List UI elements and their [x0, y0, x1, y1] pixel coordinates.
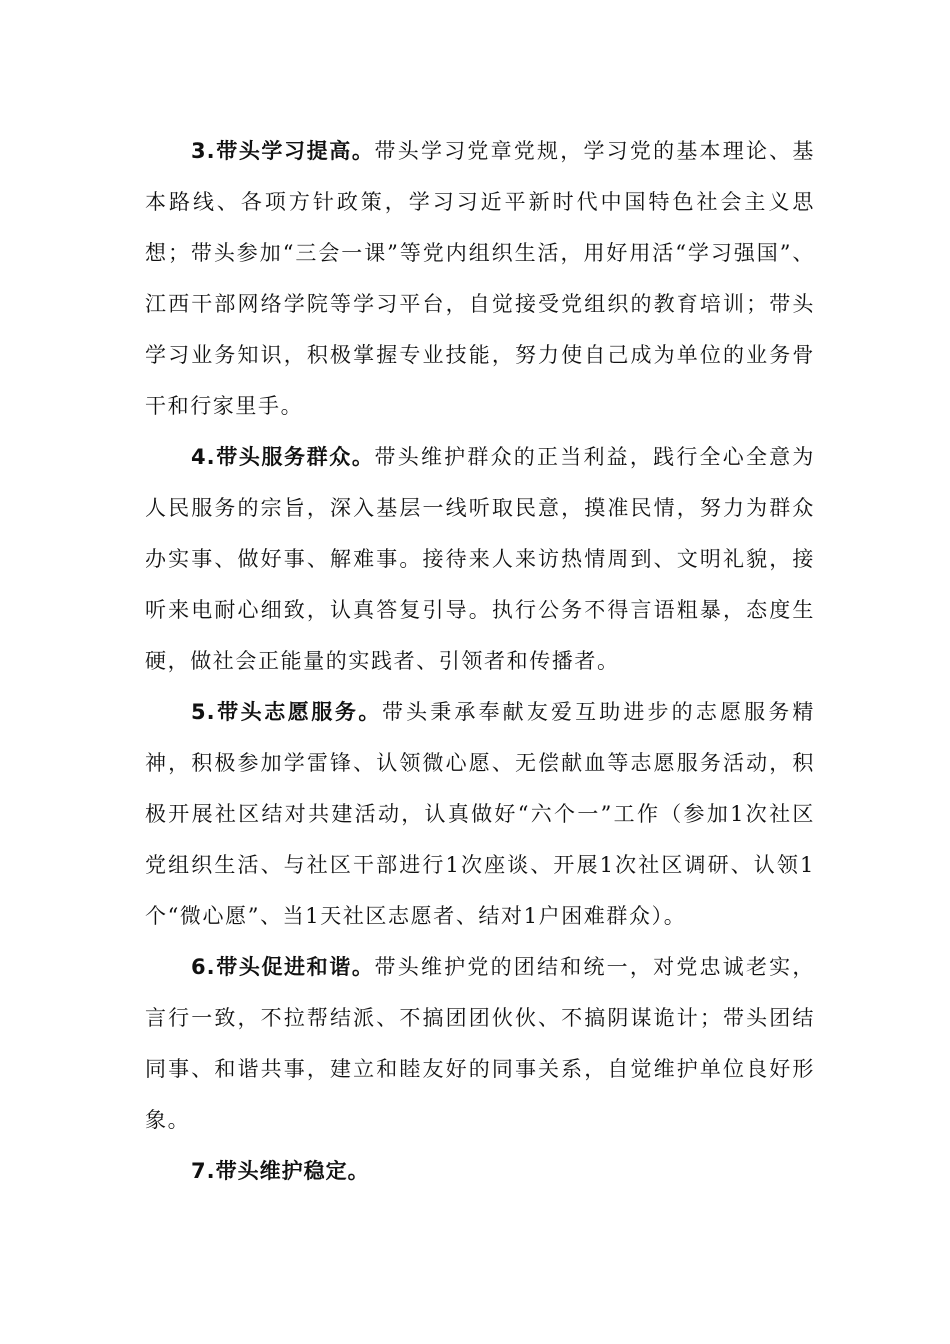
section-3-text: 带头学习党章党规，学习党的基本理论、基本路线、各项方针政策，学习习近平新时代中国特色社会主义思想；带头参加“三会一课”等党内组织生活，用好用活“学习强国”、江西干部网络学院等学习平台，自觉接受党组织的教育培训；带头学习业务知识，积极掌握专业技能，努力使自己成为单位的业务骨干和行家里手。	[145, 139, 815, 418]
section-7-paragraph	[145, 1146, 815, 1197]
section-5-paragraph	[145, 687, 815, 942]
section-3-paragraph	[145, 126, 815, 432]
section-5-text: 带头秉承奉献友爱互助进步的志愿服务精神，积极参加学雷锋、认领微心愿、无偿献血等志愿服务活动，积极开展社区结对共建活动，认真做好“六个一”工作（参加1次社区党组织生活、与社区干部进行1次座谈、开展1次社区调研、认领1个“微心愿”、当1天社区志愿者、结对1户困难群众）。	[145, 700, 815, 928]
section-5-heading: 5.带头志愿服务。	[191, 700, 382, 724]
section-3-heading: 3.带头学习提高。	[191, 139, 375, 163]
section-6-paragraph	[145, 942, 815, 1146]
section-6-text: 带头维护党的团结和统一，对党忠诚老实，言行一致，不拉帮结派、不搞团团伙伙、不搞阴谋诡计；带头团结同事、和谐共事，建立和睦友好的同事关系，自觉维护单位良好形象。	[145, 955, 815, 1132]
section-7-heading: 7.带头维护稳定。	[191, 1159, 370, 1183]
document-body	[145, 126, 815, 1197]
section-4-text: 带头维护群众的正当利益，践行全心全意为人民服务的宗旨，深入基层一线听取民意，摸准民情，努力为群众办实事、做好事、解难事。接待来人来访热情周到、文明礼貌，接听来电耐心细致，认真答复引导。执行公务不得言语粗暴，态度生硬，做社会正能量的实践者、引领者和传播者。	[145, 445, 815, 673]
section-6-heading: 6.带头促进和谐。	[191, 955, 375, 979]
section-4-paragraph	[145, 432, 815, 687]
section-4-heading: 4.带头服务群众。	[191, 445, 375, 469]
